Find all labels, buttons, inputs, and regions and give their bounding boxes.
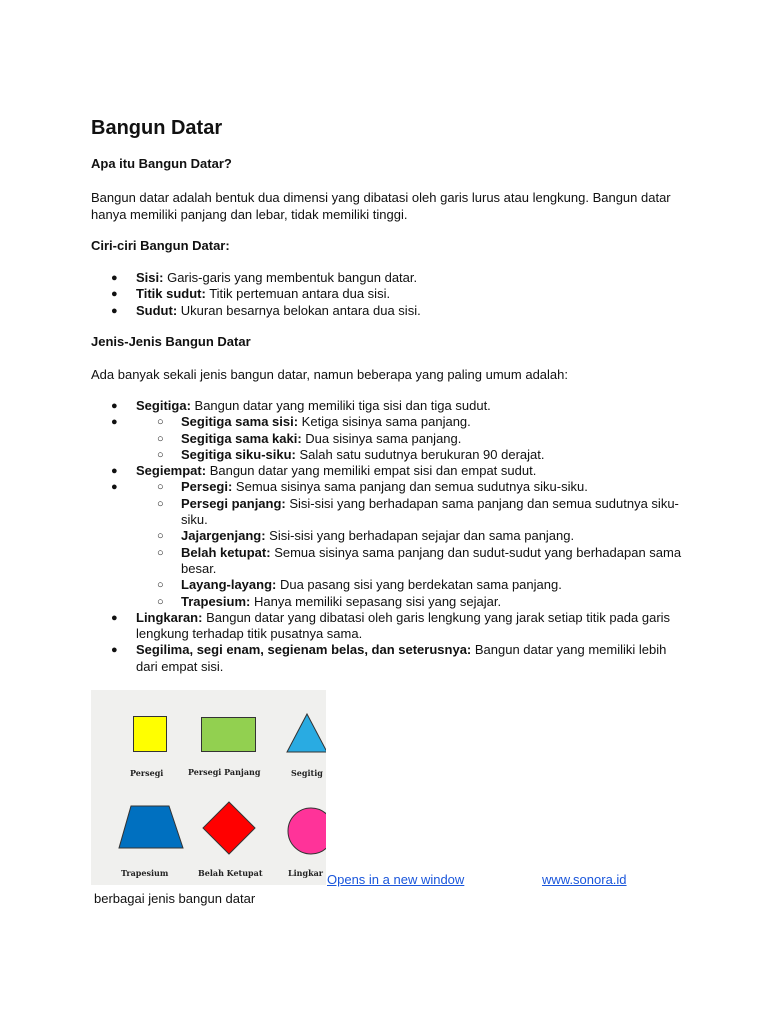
label-lingkaran: Lingkar xyxy=(288,868,324,878)
triangle-sublist xyxy=(91,414,691,463)
traits-list xyxy=(91,270,691,319)
list-item: ○ Belah ketupat: Semua sisinya sama panjang dan sudut-sudut yang berhadapan sama besar. xyxy=(91,545,691,578)
list-item: ● Sudut: Ukuran besarnya belokan antara dua sisi. xyxy=(91,303,691,319)
quadrilateral-sublist xyxy=(91,479,691,609)
circle-shape xyxy=(287,806,326,856)
diamond-shape xyxy=(201,800,257,856)
label-persegi: Persegi xyxy=(130,768,164,778)
image-caption: berbagai jenis bangun datar xyxy=(94,891,256,906)
shapes-image[interactable] xyxy=(91,690,326,885)
list-item: ● Sisi: Garis-garis yang membentuk bangun datar. xyxy=(91,270,691,286)
square-shape xyxy=(133,716,167,752)
list-item: ● Titik sudut: Titik pertemuan antara dua sisi. xyxy=(91,286,691,302)
list-item: ○ ● Segitiga sama sisi: Ketiga sisinya sama panjang. xyxy=(91,414,691,430)
list-item: ● Lingkaran: Bangun datar yang dibatasi oleh garis lengkung yang jarak setiap titik pada garis lengkung terhadap titik pusatnya sama. xyxy=(91,610,691,643)
heading-types: Jenis-Jenis Bangun Datar xyxy=(91,334,251,349)
trapezoid-shape xyxy=(117,804,185,850)
label-segitiga: Segitig xyxy=(291,768,323,778)
label-trapesium: Trapesium xyxy=(121,868,169,878)
heading-traits: Ciri-ciri Bangun Datar: xyxy=(91,238,230,253)
paragraph-types-intro: Ada banyak sekali jenis bangun datar, namun beberapa yang paling umum adalah: xyxy=(91,367,569,382)
list-item: ○ ● Persegi: Semua sisinya sama panjang dan semua sudutnya siku-siku. xyxy=(91,479,691,495)
source-link[interactable]: www.sonora.id xyxy=(542,872,627,887)
list-item: ● Segitiga: Bangun datar yang memiliki tiga sisi dan tiga sudut. xyxy=(91,398,691,414)
label-belah-ketupat: Belah Ketupat xyxy=(198,868,263,878)
list-item: ○ Persegi panjang: Sisi-sisi yang berhadapan sama panjang dan semua sudutnya siku-siku. xyxy=(91,496,691,529)
page-title: Bangun Datar xyxy=(91,117,223,139)
list-item: ● Segiempat: Bangun datar yang memiliki empat sisi dan empat sudut. xyxy=(91,463,691,479)
list-item: ○ Segitiga sama kaki: Dua sisinya sama panjang. xyxy=(91,431,691,447)
open-new-window-link[interactable]: Opens in a new window xyxy=(327,872,465,887)
list-item: ○ Segitiga siku-siku: Salah satu sudutnya berukuran 90 derajat. xyxy=(91,447,691,463)
list-item: ● Segilima, segi enam, segienam belas, dan seterusnya: Bangun datar yang memiliki lebih dari empat sisi. xyxy=(91,642,691,675)
label-persegi-panjang: Persegi Panjang xyxy=(188,767,261,777)
rectangle-shape xyxy=(201,717,256,752)
types-list xyxy=(91,398,691,675)
list-item: ○ Jajargenjang: Sisi-sisi yang berhadapan sejajar dan sama panjang. xyxy=(91,528,691,544)
triangle-shape xyxy=(285,712,326,754)
paragraph-definition: Bangun datar adalah bentuk dua dimensi yang dibatasi oleh garis lurus atau lengkung. Bangun datar hanya memiliki panjang dan lebar, tidak memiliki tinggi. xyxy=(91,190,671,222)
list-item: ○ Trapesium: Hanya memiliki sepasang sisi yang sejajar. xyxy=(91,594,691,610)
list-item: ○ Layang-layang: Dua pasang sisi yang berdekatan sama panjang. xyxy=(91,577,691,593)
heading-what: Apa itu Bangun Datar? xyxy=(91,156,232,171)
